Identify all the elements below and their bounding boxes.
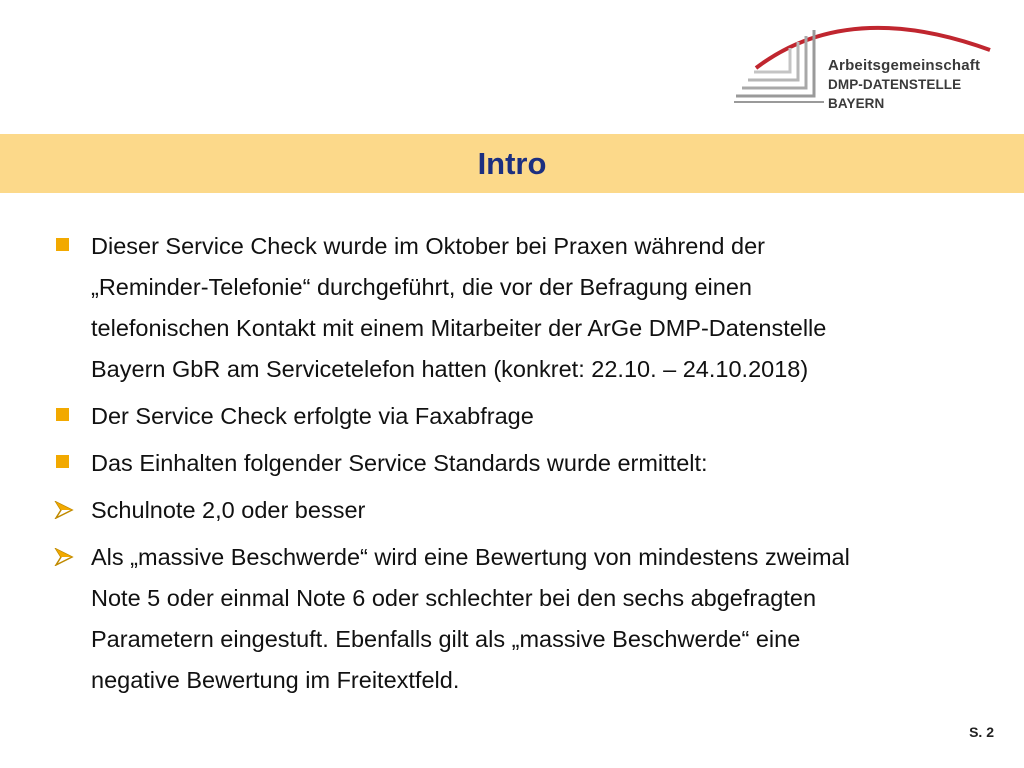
square-bullet-icon [56,455,69,468]
arrow-bullet-icon [54,548,74,566]
bullet-line: Parametern eingestuft. Ebenfalls gilt als „massive Beschwerde“ eine [91,626,801,652]
bullet-item-4 [56,490,1016,531]
arrow-bullet-icon [54,501,74,519]
bullet-item-1 [56,226,1016,390]
square-bullet-icon [56,238,69,251]
logo-line-1: Arbeitsgemeinschaft [828,57,981,74]
bullet-line: negative Bewertung im Freitextfeld. [91,667,460,693]
bullet-line: Note 5 oder einmal Note 6 oder schlechter bei den sechs abgefragten [91,585,817,611]
bullet-item-5 [56,537,1016,701]
bullet-line: Als „massive Beschwerde“ wird eine Bewertung von mindestens zweimal [91,544,850,570]
slide-title: Intro [477,145,547,181]
bullet-line: Bayern GbR am Servicetelefon hatten (konkret: 22.10. – 24.10.2018) [91,356,809,382]
logo-text [828,56,1014,113]
bullet-line: Dieser Service Check wurde im Oktober bei Praxen während der [91,233,765,259]
bullet-line: Schulnote 2,0 oder besser [91,497,366,523]
bullet-line: telefonischen Kontakt mit einem Mitarbeiter der ArGe DMP-Datenstelle [91,315,827,341]
page-number: S. 2 [969,724,994,740]
bullet-line: Das Einhalten folgender Service Standards wurde ermittelt: [91,450,708,476]
bullet-list [56,226,1016,707]
bullet-item-2 [56,396,1016,437]
title-band [0,134,1024,193]
bullet-item-3 [56,443,1016,484]
bullet-line: „Reminder-Telefonie“ durchgeführt, die vor der Befragung einen [91,274,752,300]
square-bullet-icon [56,408,69,421]
logo-line-2: DMP-DATENSTELLE BAYERN [828,77,962,111]
bullet-line: Der Service Check erfolgte via Faxabfrage [91,403,534,429]
arge-logo [728,8,1014,112]
